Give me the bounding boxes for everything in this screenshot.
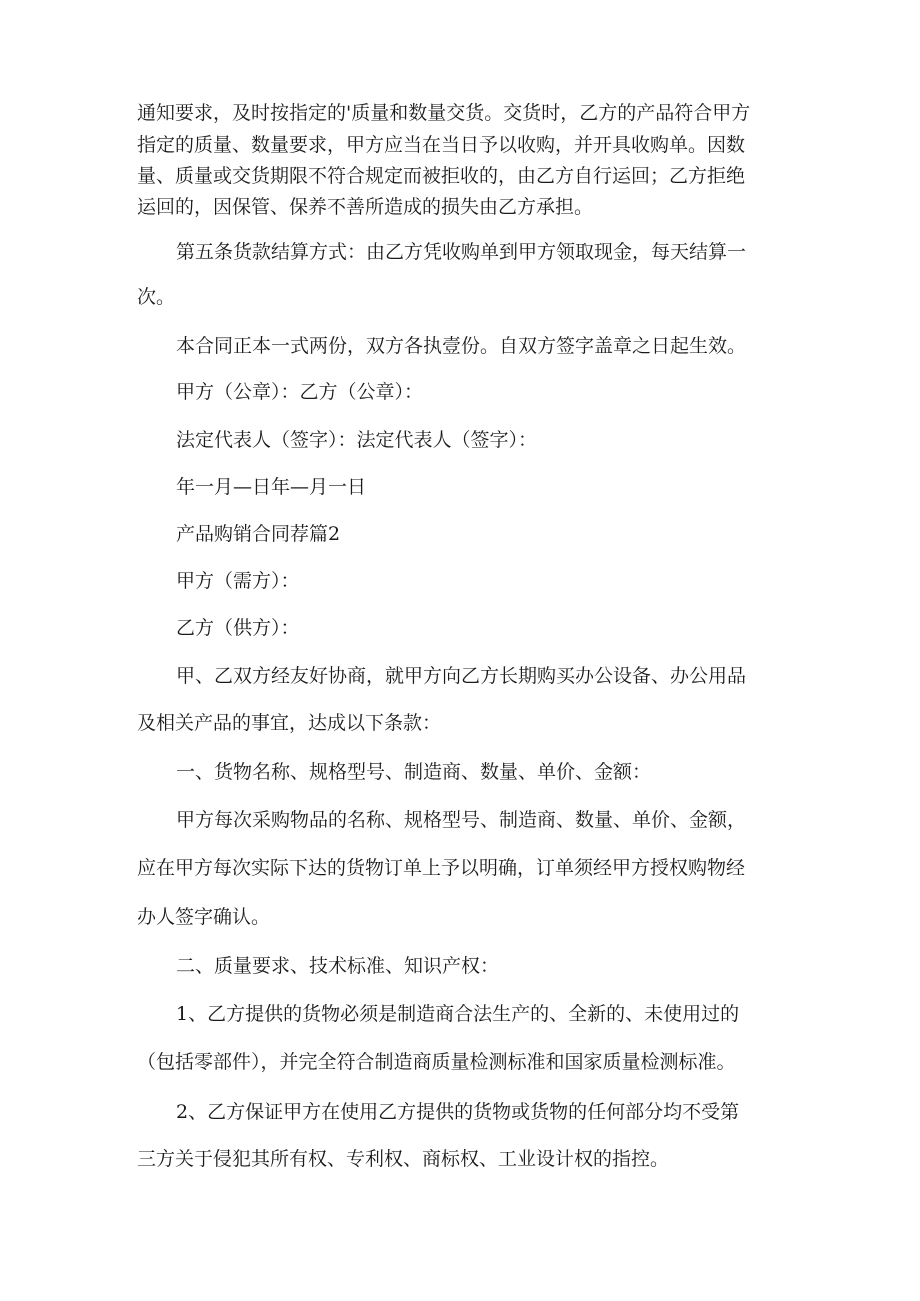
section-title: 产品购销合同荐篇2 bbox=[176, 523, 341, 545]
paragraph-line: 2、乙方保证甲方在使用乙方提供的货物或货物的任何部分均不受第 bbox=[176, 1101, 740, 1123]
buyer-line: 甲方（需方）： bbox=[176, 570, 300, 592]
paragraph-line: 甲、乙双方经友好协商，就甲方向乙方长期购买办公设备、办公用品 bbox=[176, 665, 747, 687]
paragraph-line: 1、乙方提供的货物必须是制造商合法生产的、全新的、未使用过的 bbox=[176, 1003, 740, 1025]
paragraph-line: 甲方每次采购物品的名称、规格型号、制造商、数量、单价、金额， bbox=[176, 809, 747, 831]
paragraph-line: 次。 bbox=[137, 286, 176, 308]
paragraph-line: 三方关于侵犯其所有权、专利权、商标权、工业设计权的指控。 bbox=[137, 1148, 670, 1170]
paragraph-line: 办人签字确认。 bbox=[137, 906, 271, 928]
paragraph-line: 本合同正本一式两份，双方各执壹份。自双方签字盖章之日起生效。 bbox=[176, 335, 747, 357]
paragraph-line: 量、质量或交货期限不符合规定而被拒收的，由乙方自行运回；乙方拒绝 bbox=[137, 165, 746, 187]
paragraph-line: 运回的，因保管、保养不善所造成的损失由乙方承担。 bbox=[137, 196, 594, 218]
date-line: 年一月—日年—月一日 bbox=[176, 476, 367, 498]
paragraph-line: 应在甲方每次实际下达的货物订单上予以明确，订单须经甲方授权购物经 bbox=[137, 857, 746, 879]
party-seal-line: 甲方（公章）：乙方（公章）： bbox=[176, 381, 424, 403]
paragraph-line: 通知要求，及时按指定的'质量和数量交货。交货时，乙方的产品符合甲方 bbox=[137, 102, 751, 124]
legal-rep-line: 法定代表人（签字）：法定代表人（签字）： bbox=[176, 429, 538, 451]
paragraph-line: 第五条货款结算方式：由乙方凭收购单到甲方领取现金，每天结算一 bbox=[176, 241, 747, 263]
paragraph-line: 指定的质量、数量要求，甲方应当在当日予以收购，并开具收购单。因数 bbox=[137, 134, 746, 156]
clause-title: 二、质量要求、技术标准、知识产权： bbox=[176, 955, 500, 977]
paragraph-line: （包括零部件），并完全符合制造商质量检测标准和国家质量检测标准。 bbox=[137, 1051, 736, 1073]
supplier-line: 乙方（供方）： bbox=[176, 617, 300, 639]
paragraph-line: 及相关产品的事宜，达成以下条款： bbox=[137, 712, 442, 734]
clause-title: 一、货物名称、规格型号、制造商、数量、单价、金额： bbox=[176, 761, 652, 783]
